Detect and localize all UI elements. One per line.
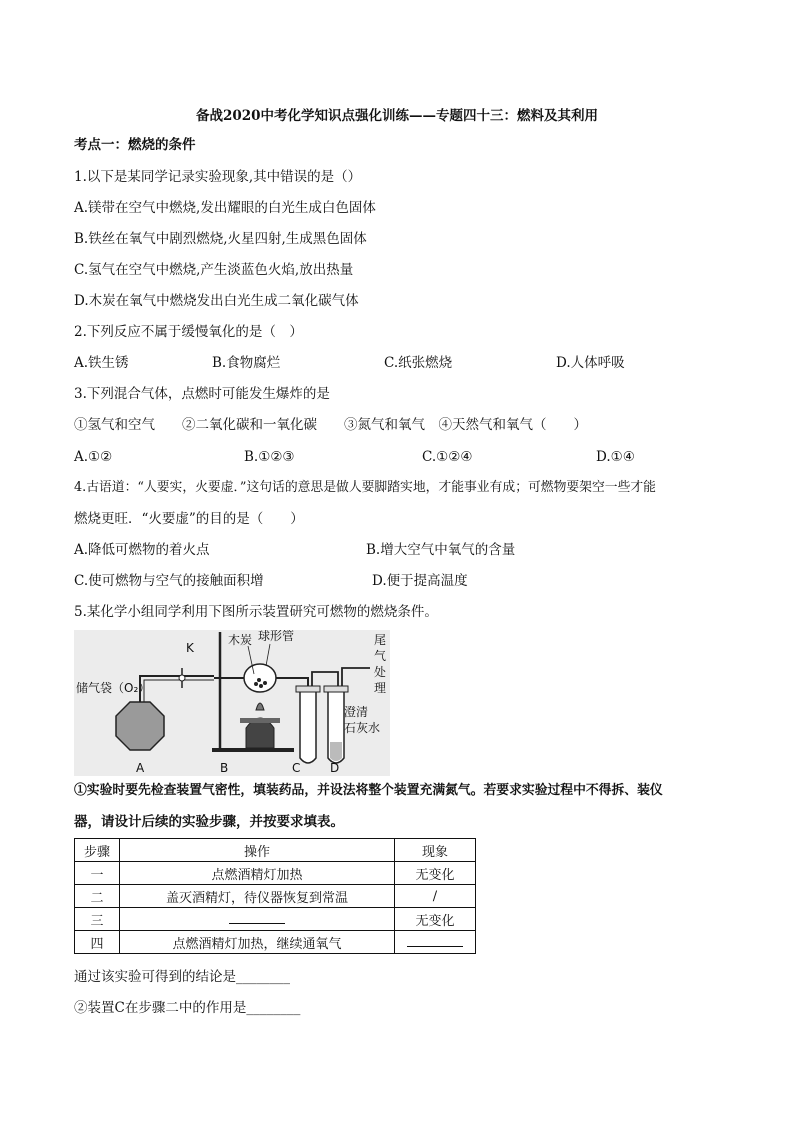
question-3-option-a: A.①② [74, 449, 113, 465]
gas-bag-shape [116, 702, 164, 750]
cell-step: 一 [75, 862, 120, 885]
question-3-option-d: D.①④ [596, 449, 635, 465]
cell-phenomenon-blank[interactable] [395, 931, 476, 954]
cell-step: 四 [75, 931, 120, 954]
question-1-option-a: A.镁带在空气中燃烧,发出耀眼的白光生成白色固体 [74, 200, 376, 216]
question-3-stem: 3.下列混合气体，点燃时可能发生爆炸的是 [74, 386, 330, 402]
cell-phenomenon: 无变化 [395, 862, 476, 885]
conclusion-line: 通过该实验可得到的结论是________ [74, 969, 290, 985]
gas-bag-label: 储气袋（O₂） [76, 681, 151, 695]
answer-blank[interactable] [407, 934, 463, 947]
charcoal-label: 木炭 [228, 633, 253, 647]
question-4-stem-line2: 燃烧更旺．“火要虚”的目的是（ ） [74, 511, 304, 527]
limewater-label-1: 澄清 [344, 705, 369, 719]
table-row [75, 885, 476, 908]
question-5-part2: ②装置C在步骤二中的作用是________ [74, 1000, 301, 1016]
answer-blank[interactable] [229, 911, 285, 924]
cell-operation: 点燃酒精灯加热 [120, 862, 395, 885]
cell-phenomenon: 无变化 [395, 908, 476, 931]
question-2-option-c: C.纸张燃烧 [384, 355, 453, 371]
section-heading: 考点一：燃烧的条件 [74, 137, 196, 153]
tail-gas-char-2: 气 [374, 649, 387, 663]
label-a: A [136, 761, 145, 775]
question-4-option-d: D.便于提高温度 [372, 573, 468, 589]
label-c: C [292, 761, 301, 775]
cell-operation-blank[interactable] [120, 908, 395, 931]
question-4-option-a: A.降低可燃物的着火点 [74, 542, 210, 558]
table-row [75, 908, 476, 931]
question-3-items: ①氢气和空气 ②二氧化碳和一氧化碳 ③氮气和氧气 ④天然气和氧气（ ） [74, 417, 587, 433]
question-3-option-c: C.①②④ [422, 449, 473, 465]
question-3-option-b: B.①②③ [244, 449, 295, 465]
question-1-stem: 1.以下是某同学记录实验现象,其中错误的是（） [74, 169, 362, 185]
question-5-para-line2: 器，请设计后续的实验步骤，并按要求填表。 [74, 814, 344, 830]
limewater-label-2: 石灰水 [344, 721, 381, 735]
question-5-stem: 5.某化学小组同学利用下图所示装置研究可燃物的燃烧条件。 [74, 604, 438, 620]
tail-gas-char-4: 理 [374, 681, 387, 695]
apparatus-figure [74, 630, 390, 776]
label-b: B [220, 761, 229, 775]
cell-phenomenon: / [395, 885, 476, 908]
question-1-option-d: D.木炭在氧气中燃烧发出白光生成二氧化碳气体 [74, 293, 359, 309]
header-phenomenon: 现象 [395, 839, 476, 862]
ball-tube-label: 球形管 [258, 630, 295, 643]
header-step: 步骤 [75, 839, 120, 862]
question-2-option-d: D.人体呼吸 [556, 355, 625, 371]
cell-step: 二 [75, 885, 120, 908]
steps-table [74, 838, 476, 954]
question-2-option-b: B.食物腐烂 [212, 355, 281, 371]
question-4-option-b: B.增大空气中氧气的含量 [366, 542, 516, 558]
question-2-stem: 2.下列反应不属于缓慢氧化的是（ ） [74, 324, 303, 340]
valve-label: K [186, 641, 194, 655]
page-title: 备战2020中考化学知识点强化训练——专题四十三：燃料及其利用 [195, 108, 599, 124]
question-1-option-b: B.铁丝在氧气中剧烈燃烧,火星四射,生成黑色固体 [74, 231, 367, 247]
test-tube-c [300, 690, 316, 763]
label-d: D [330, 761, 340, 775]
question-2-option-a: A.铁生锈 [74, 355, 129, 371]
table-row [75, 862, 476, 885]
ball-tube [244, 664, 276, 692]
table-row [75, 931, 476, 954]
cell-operation: 点燃酒精灯加热，继续通氧气 [120, 931, 395, 954]
question-5-para-line1: ①实验时要先检查装置气密性，填装药品，并设法将整个装置充满氮气。若要求实验过程中不得拆、装仪 [74, 783, 663, 798]
cell-step: 三 [75, 908, 120, 931]
question-4-option-c: C.使可燃物与空气的接触面积增 [74, 573, 264, 589]
header-operation: 操作 [120, 839, 395, 862]
table-header-row [75, 839, 476, 862]
question-1-option-c: C.氢气在空气中燃烧,产生淡蓝色火焰,放出热量 [74, 262, 354, 278]
tail-gas-char-1: 尾 [374, 633, 387, 647]
tail-gas-char-3: 处 [374, 665, 387, 679]
cell-operation: 盖灭酒精灯，待仪器恢复到常温 [120, 885, 395, 908]
question-4-stem-line1: 4.古语道：“人要实，火要虚．”这句话的意思是做人要脚踏实地，才能事业有成；可燃物要架空一些才能 [74, 480, 656, 495]
